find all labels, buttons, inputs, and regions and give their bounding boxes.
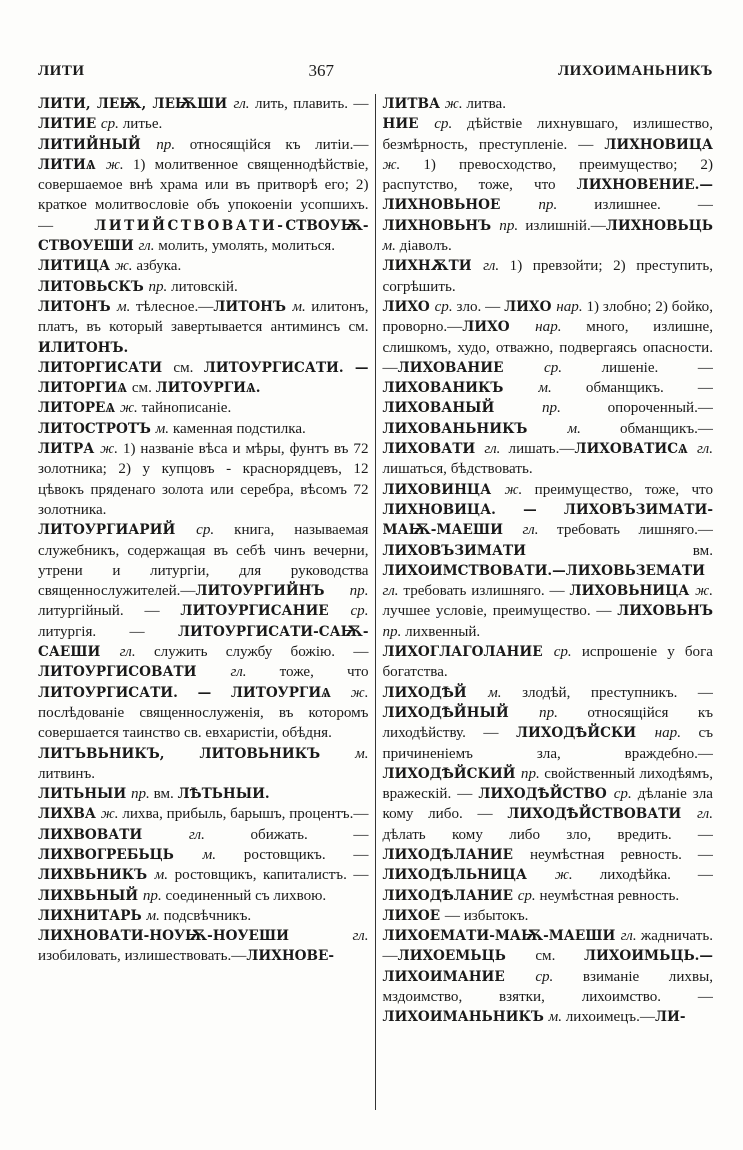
grammar-label: ср. <box>350 603 369 620</box>
headword: ЛИХОВЪЗИМАТИ <box>382 542 693 559</box>
headword: ЛИХО <box>382 298 435 315</box>
grammar-label: м. <box>548 1009 562 1026</box>
definition-text: тѣлесное.— <box>130 298 214 315</box>
dictionary-entry <box>383 683 714 906</box>
headword: ЛИХОВЬНЪ <box>617 603 713 620</box>
headword: ЛИХВА <box>38 806 101 823</box>
dictionary-entry <box>38 256 369 276</box>
definition-text: свойственный лиходѣямъ, вражескій. — <box>382 765 713 803</box>
definition-text: лихвенный. <box>401 623 481 640</box>
dictionary-entry <box>383 297 714 480</box>
headword: ЛИХНОВИЦА <box>604 136 713 153</box>
definition-text: 1) молитвенное священнодѣйствіе, совершаемое внѣ храма или въ притворѣ его; 2) краткое молитвословіе объ упокоеніи усопшихъ. — <box>38 156 369 234</box>
headword: ЛИТЬНЫИ <box>38 786 131 803</box>
headword: ЛИХО <box>462 319 536 336</box>
headword: ЛИХОВЬНИЦА <box>569 583 696 600</box>
grammar-label: гл. <box>233 96 250 112</box>
headword: ЛИТОУРГИСАТИ-САѬ-САЕШИ <box>38 623 369 661</box>
grammar-label: гл. <box>382 583 399 600</box>
page-number: 367 <box>308 61 334 80</box>
definition-text: лихоимецъ.— <box>561 1009 655 1026</box>
definition-text: книга, называемая служебникъ, содержащая въ себѣ чинъ вечерни, утрени и литургіи, для руководства священнослужителей.— <box>38 522 369 600</box>
definition-text: опороченный.— <box>560 400 713 417</box>
definition-text: ростовщикъ, капиталистъ. — <box>168 867 369 884</box>
dictionary-entry <box>383 114 714 256</box>
grammar-label: нар. <box>535 319 562 336</box>
definition-text: литургія. — <box>38 623 178 640</box>
grammar-label: ж. <box>105 156 124 173</box>
definition-text: илитонъ, платъ, въ который завертывается антиминсъ см. <box>38 298 369 336</box>
headword: ЛИХОВИНЦА <box>382 481 505 498</box>
headword: ЛИХВОВАТИ <box>38 826 189 843</box>
grammar-label: м. <box>538 380 552 397</box>
headword: ЛИХОВАНИЕ <box>397 359 545 376</box>
definition-text: см. <box>173 359 204 376</box>
grammar-label: пр. <box>349 583 369 600</box>
definition-text: каменная подстилка. <box>169 420 306 437</box>
headword: ЛИХОВАТИ <box>382 441 485 458</box>
headword: ЛИТОРЕѦ <box>38 400 120 417</box>
grammar-label: пр. <box>538 197 558 214</box>
grammar-label: пр. <box>499 217 519 234</box>
grammar-label: м. <box>355 745 369 762</box>
headword: ЛИХВЬНИКЪ <box>38 867 155 884</box>
grammar-label: гл. <box>620 928 637 945</box>
definition-text: преимущество, тоже, что <box>522 481 713 498</box>
headword: ЛИТОУРГИСАНИЕ <box>180 603 351 620</box>
grammar-label: м. <box>146 907 160 924</box>
grammar-label: ср. <box>544 359 563 376</box>
grammar-label: ср. <box>100 116 119 133</box>
headword: ЛИТОУРГИѦ. <box>155 380 261 397</box>
definition-text: вм. <box>692 542 713 559</box>
grammar-label: гл. <box>484 441 501 458</box>
headword: ЛИТИЙНЫЙ <box>38 136 157 153</box>
headword: НИЕ <box>382 116 435 133</box>
definition-text: 1) названіе вѣса и мѣры, фунтъ въ 72 золотника; 2) у купцовъ - краснорядцевъ, 12 цѣвокъ пряденаго золота или серебра, вѣсомъ 72 золотника. <box>38 441 369 518</box>
grammar-label: гл. <box>119 644 136 661</box>
definition-text: жадничать.— <box>382 928 713 965</box>
definition-text: неумѣстная ревность. — <box>529 846 713 863</box>
grammar-label: пр. <box>382 623 402 640</box>
dictionary-entry <box>383 256 714 297</box>
headword: ЛИХОДѢЙ <box>382 684 489 701</box>
definition-text: злодѣй, преступникъ. — <box>501 684 713 701</box>
grammar-label: гл. <box>483 258 500 275</box>
headword: ЛИТОУРГИСОВАТИ <box>38 664 231 681</box>
headword: ЛИХОГЛАГОЛАНИЕ <box>382 644 554 661</box>
grammar-label: ж. <box>444 96 463 112</box>
headword: ЛИХОИМЬЦЬ.— ЛИХОИМАНИЕ <box>382 948 713 985</box>
definition-text: литье. <box>118 116 163 133</box>
definition-text: дѣланіе зла кому либо. — <box>382 786 713 823</box>
definition-text: литва. <box>462 96 506 112</box>
dictionary-entry <box>38 744 369 785</box>
headword: ЛИХОЕМАТИ-МАѬ-МАЕШИ <box>382 928 621 945</box>
grammar-label: нар. <box>654 725 681 742</box>
definition-text: относящійся къ литіи.— <box>175 136 369 153</box>
headword: ЛИТРА <box>38 441 101 458</box>
definition-text: соединенный съ лихвою. <box>161 887 327 904</box>
definition-text: требовать лишняго.— <box>538 522 713 539</box>
headword: ЛИ- <box>654 1009 686 1026</box>
definition-text: литовскій. <box>167 278 238 295</box>
grammar-label: пр. <box>539 704 558 721</box>
grammar-label: ж. <box>114 258 133 275</box>
grammar-label: ж. <box>119 400 138 417</box>
definition-text: подсвѣчникъ. <box>159 907 252 924</box>
headword: ЛИТИЦА <box>38 258 115 275</box>
definition-text: лить, плавить. — <box>249 96 369 112</box>
headword: ИЛИТОНЪ. <box>38 339 129 356</box>
headword: ЛИХОВАТИСѦ <box>574 441 697 458</box>
definition-text: обижать. — <box>204 826 369 843</box>
grammar-label: гл. <box>352 928 369 945</box>
dictionary-entry <box>383 906 714 926</box>
headword: ЛИХНОВИЦА. — ЛИХОВЪЗИМАТИ-МАѬ-МАЕШИ <box>382 501 713 539</box>
grammar-label: пр. <box>148 278 168 295</box>
dictionary-entry <box>38 906 369 926</box>
grammar-label: ж. <box>100 441 118 458</box>
definition-text: служить службу божію. — <box>135 644 369 661</box>
grammar-label: гл. <box>522 522 539 539</box>
dictionary-entry <box>38 94 369 135</box>
grammar-label: гл. <box>230 664 247 681</box>
definition-text: неумѣстная ревность. <box>535 887 680 904</box>
headword: ЛИХОДѢЙНЫЙ <box>382 704 540 721</box>
dictionary-entry <box>38 926 369 967</box>
grammar-label: пр. <box>156 136 176 153</box>
definition-text: съ причиненіемъ зла, враждебно.— <box>382 725 713 762</box>
headword: ЛИТОРГИСАТИ <box>38 359 174 376</box>
headword: ЛИТЪВЬНИКЪ, ЛИТОВЬНИКЪ <box>38 745 356 762</box>
headword: ЛИТОНЪ <box>38 298 118 315</box>
definition-text: дѣлать кому либо зло, вредить. — <box>382 826 713 843</box>
grammar-label: пр. <box>142 887 162 904</box>
dictionary-entry <box>383 642 714 683</box>
grammar-label: нар. <box>556 298 583 315</box>
headword: ЛИТИЙСТВОВАТИ- <box>94 217 286 234</box>
definition-text: вм. <box>149 786 178 803</box>
grammar-label: м. <box>292 298 306 315</box>
definition-text: изобиловать, излишествовать.— <box>38 948 247 965</box>
headword: ЛИТОНЪ <box>213 298 293 315</box>
headword: ЛИХНИТАРЬ <box>38 907 147 924</box>
grammar-label: м. <box>382 238 396 255</box>
grammar-label: м. <box>202 846 217 863</box>
definition-text: испрошеніе у бога богатства. <box>382 644 713 681</box>
definition-text: см. <box>131 380 156 397</box>
definition-text: — избытокъ. <box>444 907 529 924</box>
grammar-label: гл. <box>138 238 155 255</box>
dictionary-entry <box>38 398 369 418</box>
definition-text: азбука. <box>132 258 182 275</box>
headword: ЛИХОДѢЙСКИЙ <box>382 765 521 782</box>
right-running-headword: ЛИХОИМАНЬНИКЪ <box>557 62 713 79</box>
dictionary-entry <box>38 277 369 297</box>
definition-text: послѣдованіе священнослуженія, въ которомъ совершается таинство св. евхаристіи, обѣдня. <box>38 704 369 742</box>
definition-text: требовать излишняго. — <box>398 583 570 600</box>
definition-text: тоже, что <box>246 664 369 681</box>
definition-text: взиманіе лихвы, мздоимство, взятки, лихоимство. — <box>382 968 713 1006</box>
grammar-label: ж. <box>382 156 401 173</box>
text-columns <box>38 94 713 1110</box>
definition-text: 1) превосходство, преимущество; 2) распутство, тоже, что <box>382 156 713 194</box>
headword: ЛИХОЕ <box>382 907 445 924</box>
dictionary-entry <box>38 135 369 257</box>
headword: ЛИХОДѢЙСТВОВАТИ <box>507 806 697 823</box>
definition-text: относящійся къ лиходѣйству. — <box>382 704 713 742</box>
headword: ЛИТОУРГИСАТИ. — ЛИТОУРГИѦ <box>38 684 351 701</box>
dictionary-entry <box>383 94 714 114</box>
grammar-label: ср. <box>613 786 632 803</box>
headword: ЛИХОВАНЫЙ <box>382 400 542 417</box>
headword: ЛИХНОВЕ- <box>246 948 334 965</box>
headword: ЛИТИ, ЛЕѬ, ЛЕѬШИ <box>38 96 234 112</box>
grammar-label: м. <box>155 420 170 437</box>
definition-text: 1) злобно; 2) бойко, проворно.— <box>382 298 713 336</box>
dictionary-entry <box>383 926 714 1027</box>
definition-text: много, излишне, слишкомъ, худо, отважно, подвергаясь опасности.— <box>382 319 713 376</box>
definition-text: лучшее условіе, преимущество. — <box>382 603 618 620</box>
grammar-label: пр. <box>520 765 540 782</box>
grammar-label: ср. <box>196 522 215 539</box>
dictionary-entry <box>383 480 714 642</box>
grammar-label: гл. <box>696 806 713 823</box>
headword: ЛИТИЕ <box>38 116 101 133</box>
headword: ЛИХОИМАНЬНИКЪ <box>382 1009 549 1026</box>
page-header <box>38 58 713 84</box>
definition-text: литвинъ. <box>38 765 96 782</box>
headword: ЛИТОУРГИЙНЪ <box>195 583 350 600</box>
headword: СТВОУѬ-СТВОУЕШИ <box>38 217 369 255</box>
headword: ЛИХОВАНИКЪ <box>382 380 539 397</box>
definition-text: обманщикъ.— <box>580 420 713 437</box>
headword: ЛИХОДѢЛЬНИЦА <box>382 867 555 884</box>
headword: ЛИХНОВЬНЪ <box>382 217 500 234</box>
headword: ЛИТОСТРОТЪ <box>38 420 156 437</box>
headword: ЛИТОУРГИАРИЙ <box>38 522 197 539</box>
grammar-label: ж. <box>504 481 523 498</box>
definition-text: см. <box>535 948 584 965</box>
dictionary-entry <box>38 419 369 439</box>
dictionary-entry <box>38 784 369 804</box>
definition-text: лиходѣйка. — <box>572 867 713 884</box>
headword: ЛИХВЬНЫЙ <box>38 887 143 904</box>
grammar-label: ср. <box>434 298 453 315</box>
definition-text: литургійный. — <box>38 603 181 620</box>
headword: ЛИХОДѢЛАНИЕ <box>382 887 518 904</box>
grammar-label: ср. <box>535 968 554 985</box>
grammar-label: гл. <box>188 826 205 843</box>
definition-text: дѣйствіе лихнувшаго, излишество, безмѣрность, преступленіе. — <box>382 116 713 153</box>
headword: ЛѢТЬНЫИ. <box>177 786 270 803</box>
headword: ЛИТОУРГИСАТИ. — ЛИТОРГИѦ <box>38 359 369 397</box>
dictionary-entry <box>38 439 369 520</box>
right-column <box>376 94 714 1110</box>
dictionary-entry <box>38 520 369 743</box>
headword: ЛИХОДѢЙСКИ <box>515 725 655 742</box>
grammar-label: пр. <box>130 786 150 803</box>
headword: ЛИХОВАНЬНИКЪ <box>382 420 568 437</box>
grammar-label: м. <box>488 684 502 701</box>
grammar-label: ж. <box>350 684 369 701</box>
grammar-label: ж. <box>554 867 573 884</box>
grammar-label: гл. <box>696 441 713 458</box>
headword: ЛИХВОГРЕБЬЦЬ <box>38 846 203 863</box>
headword: ЛИТОВЬСКЪ <box>38 278 149 295</box>
definition-text: лишаться, бѣдствовать. <box>382 461 533 478</box>
definition-text: лишеніе. — <box>562 359 713 376</box>
headword: ЛИТВА <box>382 96 445 112</box>
dictionary-entry <box>38 804 369 905</box>
grammar-label: м. <box>117 298 131 315</box>
grammar-label: ср. <box>517 887 536 904</box>
headword: ЛИХНОВЕНИЕ.—ЛИХНОВЬНОЕ <box>382 177 713 214</box>
grammar-label: ср. <box>434 116 453 133</box>
headword: ЛИТИѦ <box>38 156 106 173</box>
definition-text: лихва, прибыль, барышъ, процентъ.— <box>118 806 369 823</box>
definition-text: ростовщикъ. — <box>216 846 369 863</box>
grammar-label: ср. <box>553 644 572 661</box>
dictionary-entry <box>38 358 369 399</box>
grammar-label: ж. <box>695 583 713 600</box>
grammar-label: ж. <box>100 806 119 823</box>
headword: ЛИХОДѢЙСТВО <box>478 786 614 803</box>
headword: ЛИХО <box>504 298 557 315</box>
headword: ЛИХОИМСТВОВАТИ.—ЛИХОВЬЗЕМАТИ <box>382 562 705 579</box>
left-running-headword: ЛИТИ <box>38 62 85 79</box>
definition-text: молить, умолять, молиться. <box>154 238 335 255</box>
definition-text: 1) превзойти; 2) преступить, согрѣшить. <box>382 258 713 295</box>
left-column <box>38 94 376 1110</box>
headword: ЛИХНОВЬЦЬ <box>605 217 713 234</box>
definition-text: лишать.— <box>500 441 575 458</box>
headword: ЛИХНОВАТИ-НОУѬ-НОУЕШИ <box>38 928 353 945</box>
definition-text: обманщикъ. — <box>551 380 713 397</box>
grammar-label: м. <box>567 420 581 437</box>
headword: ЛИХОЕМЬЦЬ <box>397 948 536 965</box>
grammar-label: пр. <box>542 400 561 417</box>
definition-text: тайнописаніе. <box>137 400 232 417</box>
grammar-label: м. <box>154 867 169 884</box>
dictionary-entry <box>38 297 369 358</box>
headword: ЛИХОДѢЛАНИЕ <box>382 846 530 863</box>
definition-text: зло. — <box>452 298 505 315</box>
definition-text: излишнее. — <box>557 197 713 214</box>
definition-text: излишній.— <box>518 217 606 234</box>
headword: ЛИХНѪТИ <box>382 258 484 275</box>
definition-text: діаволъ. <box>395 238 452 255</box>
